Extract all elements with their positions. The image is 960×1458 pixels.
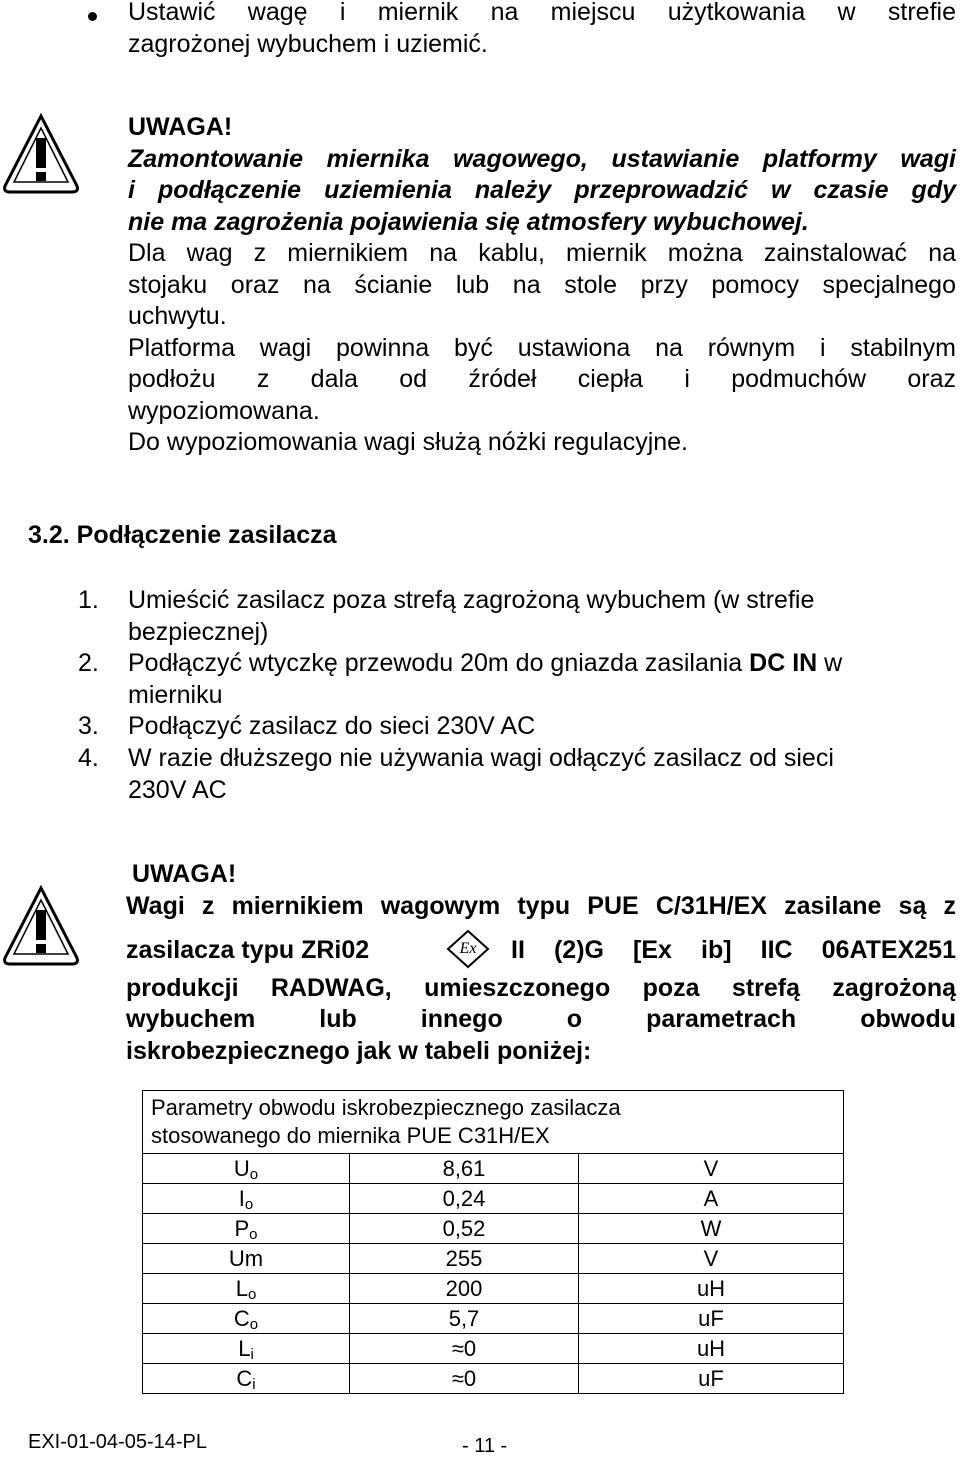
- list-item-line-1: Podłączyć zasilacz do sieci 230V AC: [128, 712, 536, 740]
- param-symbol-subscript: o: [247, 1285, 257, 1303]
- param-symbol-cell: [143, 1334, 350, 1364]
- param-symbol-cell: [143, 1154, 350, 1184]
- list-item: [0, 711, 960, 743]
- list-item-number: 1.: [78, 586, 99, 614]
- bullet-dot: [88, 12, 97, 21]
- param-value: 0,52: [350, 1214, 579, 1244]
- param-symbol-subscript: i: [252, 1375, 256, 1393]
- param-value: 200: [350, 1274, 579, 1304]
- warning-2-line-3: produkcji RADWAG, umieszczonego poza strefą zagrożoną: [126, 973, 956, 1002]
- param-symbol-cell: [143, 1304, 350, 1334]
- list-item-line-2: bezpiecznej): [128, 617, 269, 646]
- table-row: [143, 1274, 844, 1304]
- table-header-cell: [143, 1091, 844, 1154]
- param-symbol-subscript: o: [244, 1195, 254, 1213]
- warning-2-line-2-pre: zasilacza typu ZRi02: [126, 935, 370, 964]
- warning-2-title: UWAGA!: [132, 860, 237, 888]
- warning-1-italic-line-2: i podłączenie uziemienia należy przeprowadzić w czasie gdy: [128, 176, 956, 204]
- param-value: ≈0: [350, 1334, 579, 1364]
- section-heading: 3.2. Podłączenie zasilacza: [28, 521, 337, 549]
- param-symbol: I: [238, 1185, 245, 1211]
- warning-2-line-2: [126, 929, 956, 973]
- warning-1-italic-line-1: Zamontowanie miernika wagowego, ustawianie platformy wagi: [128, 144, 956, 173]
- param-unit: V: [579, 1244, 844, 1274]
- param-symbol: C: [233, 1305, 250, 1331]
- warning-1-title: UWAGA!: [128, 113, 233, 141]
- parameters-table: [142, 1090, 844, 1394]
- param-value: 255: [350, 1244, 579, 1274]
- param-symbol: C: [236, 1365, 253, 1391]
- param-symbol-cell: [143, 1364, 350, 1394]
- list-item: [0, 743, 960, 806]
- bullet-line-1: Ustawić wagę i miernik na miejscu użytkowania w strefie: [128, 0, 956, 26]
- warning-1-block: [128, 112, 956, 459]
- warning-1-italic-line-3: nie ma zagrożenia pojawienia się atmosfery wybuchowej.: [128, 207, 809, 236]
- ex-atex-icon: [444, 929, 492, 969]
- warning-icon: [2, 112, 80, 196]
- warning-1-para2-line-2: stojaku oraz na ścianie lub na stole przy pomocy specjalnego: [128, 270, 956, 299]
- param-unit: V: [579, 1154, 844, 1184]
- warning-2-line-1: Wagi z miernikiem wagowym typu PUE C/31H/EX zasilane są z: [126, 892, 956, 920]
- list-item-number: 4.: [78, 744, 99, 772]
- param-value: 0,24: [350, 1184, 579, 1214]
- dc-in-label: DC IN: [749, 649, 818, 677]
- param-symbol-subscript: o: [249, 1165, 259, 1183]
- param-symbol: L: [235, 1275, 248, 1301]
- param-symbol: L: [238, 1335, 251, 1361]
- list-item-line-1: W razie dłuższego nie używania wagi odłączyć zasilacz od sieci: [128, 744, 834, 772]
- param-symbol-cell: [143, 1184, 350, 1214]
- table-header-line-1: Parametry obwodu iskrobezpiecznego zasilacza: [151, 1095, 621, 1120]
- table-row: [143, 1214, 844, 1244]
- param-unit: uH: [579, 1274, 844, 1304]
- list-item-line-2: mierniku: [128, 680, 223, 709]
- warning-1-para2-line-3: uchwytu.: [128, 302, 227, 330]
- param-symbol: P: [234, 1215, 250, 1241]
- warning-1-para3-line-2: podłożu z dala od źródeł ciepła i podmuchów oraz: [128, 365, 956, 393]
- warning-2-line-2-post: II (2)G [Ex ib] IIC 06ATEX251: [511, 935, 956, 964]
- param-unit: uF: [579, 1364, 844, 1394]
- list-item-number: 2.: [78, 649, 99, 677]
- table-header-line-2: stosowanego do miernika PUE C31H/EX: [151, 1123, 550, 1148]
- warning-2-line-5: iskrobezpiecznego jak w tabeli poniżej:: [126, 1036, 592, 1065]
- list-item-line-1: Umieścić zasilacz poza strefą zagrożoną wybuchem (w strefie: [128, 586, 815, 614]
- param-symbol-subscript: o: [249, 1315, 259, 1333]
- param-value: ≈0: [350, 1364, 579, 1394]
- warning-2-block: [126, 891, 956, 1067]
- param-unit: uF: [579, 1304, 844, 1334]
- param-symbol: Um: [228, 1245, 264, 1271]
- warning-1-para2-line-1: Dla wag z miernikiem na kablu, miernik można zainstalować na: [128, 239, 956, 267]
- param-unit: W: [579, 1214, 844, 1244]
- warning-1-para3-line-1: Platforma wagi powinna być ustawiona na równym i stabilnym: [128, 333, 956, 362]
- table-row: [143, 1244, 844, 1274]
- footer-doc-id: EXI-01-04-05-14-PL: [28, 1431, 207, 1453]
- param-symbol-subscript: i: [250, 1345, 254, 1363]
- param-value: 5,7: [350, 1304, 579, 1334]
- list-item: [0, 648, 960, 711]
- table-row: [143, 1154, 844, 1184]
- list-item-text: Podłączyć wtyczkę przewodu 20m do gniazda zasilania: [128, 649, 750, 677]
- param-value: 8,61: [350, 1154, 579, 1184]
- param-symbol-cell: [143, 1244, 350, 1274]
- table-header-row: [143, 1091, 844, 1154]
- list-item-line-1: [128, 648, 956, 680]
- footer-page-number: - 11 -: [462, 1435, 508, 1457]
- param-symbol-cell: [143, 1214, 350, 1244]
- param-unit: A: [579, 1184, 844, 1214]
- warning-icon: [2, 884, 80, 968]
- list-item-number: 3.: [78, 712, 99, 740]
- warning-1-para3-line-3: wypoziomowana.: [128, 396, 320, 425]
- warning-2-line-4: wybuchem lub innego o parametrach obwodu: [126, 1005, 956, 1033]
- bullet-line-2: zagrożonej wybuchem i uziemić.: [128, 29, 488, 58]
- table-row: [143, 1184, 844, 1214]
- param-unit: uH: [579, 1334, 844, 1364]
- param-symbol: U: [233, 1155, 250, 1181]
- param-symbol-subscript: o: [249, 1225, 258, 1243]
- numbered-list: [0, 585, 960, 806]
- ex-atex-icon-label: Ex: [459, 939, 477, 957]
- list-item-line-2: 230V AC: [128, 775, 227, 804]
- table-row: [143, 1304, 844, 1334]
- param-symbol-cell: [143, 1274, 350, 1304]
- table-row: [143, 1364, 844, 1394]
- table-row: [143, 1334, 844, 1364]
- list-item: [0, 585, 960, 648]
- warning-1-para4: Do wypoziomowania wagi służą nóżki regulacyjne.: [128, 428, 688, 456]
- list-item-text-end: w: [817, 649, 843, 677]
